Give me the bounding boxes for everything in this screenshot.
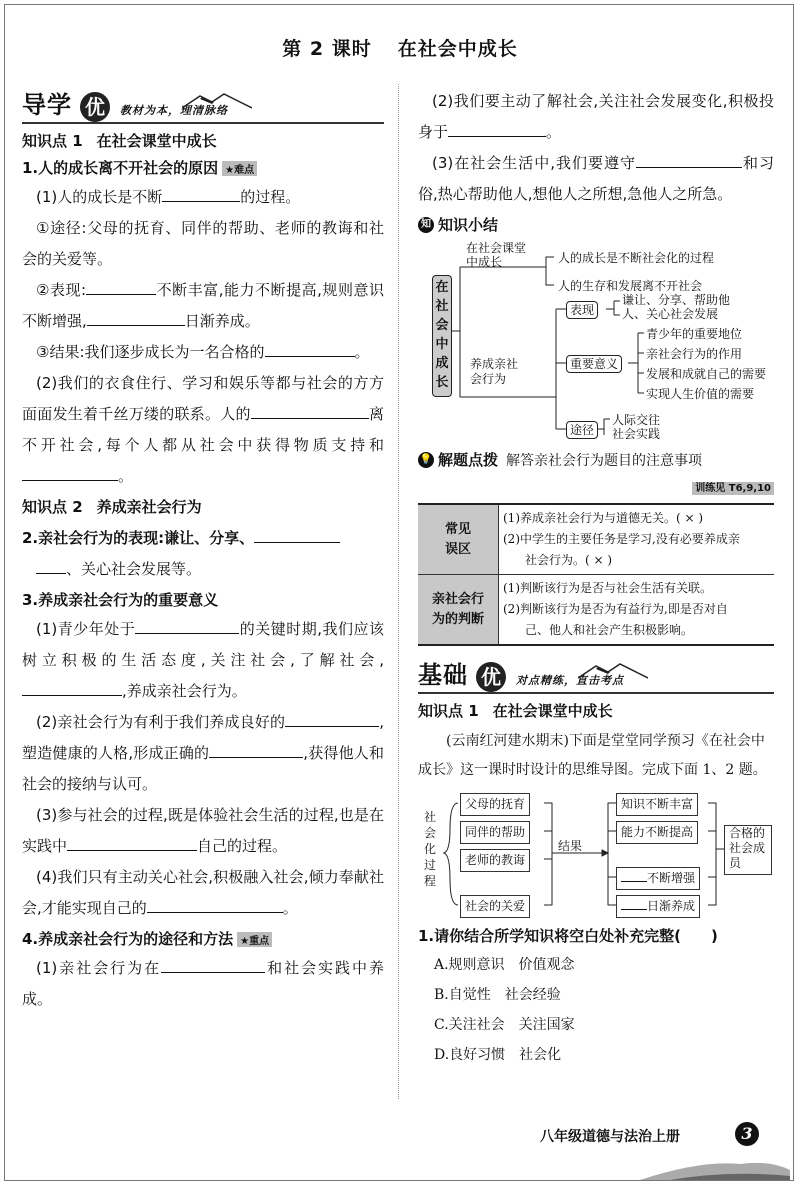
q1-para-5: (2)我们的衣食住行、学习和娱乐等都与社会的方方面面发生着千丝万缕的联系。人的 离不开社会,每个人都从社会中获得物质支持和。	[22, 374, 384, 485]
blank[interactable]	[237, 743, 303, 758]
mindmap-root: 在社会中成长	[432, 275, 452, 397]
q1-para-1: (1)人的成长是不断 的过程。	[36, 188, 301, 206]
leaf: 谦让、分享、帮助他人、关心社会发展	[622, 293, 731, 321]
table-row: 亲社会行为的判断 (1)判断该行为是否与社会生活有关联。 (2)判断该行为是否为有益行为,即是否对自 己、他人和社会产生积极影响。	[418, 575, 774, 646]
blank[interactable]	[87, 311, 185, 326]
basic-banner	[418, 656, 774, 694]
question-1-title: 1.人的成长离不开社会的原因 ★难点	[22, 157, 384, 178]
blank[interactable]	[135, 619, 239, 634]
blank[interactable]	[162, 187, 240, 202]
option-a[interactable]: A.规则意识 价值观念	[434, 957, 575, 973]
hills-decoration-icon	[640, 1140, 790, 1180]
leaf: 社会实践	[612, 427, 661, 441]
question-stem: 1.请你结合所学知识将空白处补充完整( )	[418, 927, 718, 945]
qmap-box: 老师的教诲	[460, 849, 530, 872]
q4-para-1: (1)亲社会行为在 和社会实践中养成。	[22, 959, 384, 1008]
roof-decoration-icon	[578, 662, 648, 680]
page-title	[0, 34, 800, 61]
qmap-box: 父母的抚育	[460, 793, 530, 816]
option-b[interactable]: B.自觉性 社会经验	[434, 987, 561, 1003]
blank[interactable]	[36, 559, 66, 574]
blank[interactable]	[307, 342, 355, 357]
leaf: 青少年的重要地位	[646, 327, 743, 341]
lesson-number: 第 2 课时	[282, 38, 372, 60]
qmap-box: 不断增强	[616, 867, 700, 890]
blank[interactable]	[67, 836, 197, 851]
q3-para-4: (4)我们只有主动关心社会,积极融入社会,倾力奉献社会,才能实现自己的 。	[22, 868, 384, 917]
blank[interactable]	[265, 342, 307, 357]
leaf: 实现人生价值的需要	[646, 387, 755, 401]
tips-table	[418, 503, 774, 646]
qmap-end-box: 合格的社会成员	[724, 825, 772, 875]
qmap-side-label: 社会化过程	[424, 810, 437, 888]
lesson-title: 在社会中成长	[397, 38, 518, 60]
qmap-box: 能力不断提高	[616, 821, 698, 844]
qmap-box: 同伴的帮助	[460, 821, 530, 844]
question-4-title: 4.养成亲社会行为的途径和方法 ★重点	[22, 928, 384, 949]
q1-para-3: ②表现: 不断丰富,能力不断提高,规则意识不断增强, 日渐养成。	[22, 281, 384, 330]
q1-para-2: ①途径:父母的抚育、同伴的帮助、老师的教诲和社会的关爱等。	[22, 219, 384, 268]
summary-mindmap	[418, 239, 774, 441]
qmap-box: 日渐养成	[616, 895, 700, 918]
banner-slogan: 教材为本，理清脉络	[120, 104, 228, 117]
leaf: 亲社会行为的作用	[646, 347, 743, 361]
option-d[interactable]: D.良好习惯 社会化	[434, 1047, 562, 1063]
qmap-result-label: 结果	[558, 839, 583, 853]
leaf: 人的成长是不断社会化的过程	[558, 251, 715, 265]
question-3-title: 3.养成亲社会行为的重要意义	[22, 591, 219, 609]
key-point-tag: ★重点	[237, 932, 272, 947]
blank[interactable]	[636, 153, 742, 168]
question-intro: (云南红河建水期末)下面是堂堂同学预习《在社会中成长》这一课时时设计的思维导图。完成下面 1、2 题。	[418, 733, 767, 778]
banner-label: 基础	[418, 660, 468, 689]
banner-badge: 优	[476, 662, 506, 692]
blank[interactable]	[254, 528, 340, 543]
blank[interactable]	[448, 122, 546, 137]
tips-heading: 💡 解题点拨 解答亲社会行为题目的注意事项	[419, 451, 703, 469]
q3-para-3: (3)参与社会的过程,既是体验社会生活的过程,也是在实践中 自己的过程。	[22, 806, 384, 855]
question-2: 2.亲社会行为的表现:谦让、分享、、关心社会发展等。	[22, 523, 384, 585]
qmap-box: 知识不断丰富	[616, 793, 698, 816]
blank[interactable]	[22, 681, 122, 696]
knowledge-point-2: 知识点 2 养成亲社会行为	[22, 498, 202, 516]
blank[interactable]	[621, 869, 647, 882]
q1-para-4: ③结果:我们逐步成长为一名合格的 。	[36, 343, 370, 361]
blank[interactable]	[209, 743, 237, 758]
summary-icon: 知	[418, 217, 434, 233]
q3-para-1: (1)青少年处于 的关键时期,我们应该树立积极的生活态度,关注社会,了解社会,,养成亲社会行为。	[22, 620, 384, 700]
column-divider	[398, 84, 399, 1099]
guide-banner	[22, 86, 384, 124]
blank[interactable]	[313, 712, 379, 727]
roof-decoration-icon	[182, 92, 252, 110]
option-c[interactable]: C.关注社会 关注国家	[434, 1017, 575, 1033]
banner-label: 导学	[22, 90, 72, 119]
difficulty-tag: ★难点	[222, 161, 257, 176]
branch-1: 在社会课堂中成长	[466, 241, 527, 269]
blank[interactable]	[22, 466, 118, 481]
blank[interactable]	[235, 898, 283, 913]
blank[interactable]	[147, 898, 235, 913]
blank[interactable]	[251, 404, 369, 419]
row-header: 常见误区	[418, 504, 499, 575]
q4-para-2: (2)我们要主动了解社会,关注社会发展变化,积极投身于 。	[418, 92, 774, 141]
table-row: 常见误区 (1)养成亲社会行为与道德无关。( × ) (2)中学生的主要任务是学习,没有必要养成亲 社会行为。( × )	[418, 504, 774, 575]
leaf: 人际交往	[612, 413, 661, 427]
left-column	[22, 86, 384, 1015]
book-title: 八年级道德与法治上册	[540, 1129, 680, 1145]
knowledge-point-1-basic: 知识点 1 在社会课堂中成长	[418, 702, 613, 720]
blank[interactable]	[161, 958, 265, 973]
q4-para-3: (3)在社会生活中,我们要遵守 和习俗,热心帮助他人,想他人之所想,急他人之所急。	[418, 154, 774, 203]
blank[interactable]	[285, 712, 313, 727]
lightbulb-icon: 💡	[418, 452, 434, 468]
summary-heading: 知 知识小结	[418, 214, 774, 235]
branch-2: 养成亲社会行为	[470, 357, 519, 386]
leaf: 人的生存和发展离不开社会	[558, 279, 703, 293]
node-expression: 表现	[566, 301, 598, 319]
banner-badge: 优	[80, 92, 110, 122]
answer-options	[418, 950, 774, 1070]
banner-slogan: 对点精练，直击考点	[516, 674, 624, 687]
node-ways: 途径	[566, 421, 598, 439]
row-header: 亲社会行为的判断	[418, 575, 499, 646]
page-number: 3	[735, 1122, 759, 1146]
node-significance: 重要意义	[566, 355, 622, 373]
question-mindmap	[418, 789, 774, 919]
knowledge-point-1: 知识点 1 在社会课堂中成长	[22, 132, 217, 150]
leaf: 发展和成就自己的需要	[646, 367, 767, 381]
blank[interactable]	[621, 897, 647, 910]
q3-para-2: (2)亲社会行为有利于我们养成良好的 ,塑造健康的人格,形成正确的 ,获得他人和社会的接纳与认可。	[22, 713, 384, 793]
training-ref: 训练见 T6,9,10	[418, 476, 774, 495]
blank[interactable]	[86, 280, 156, 295]
right-column	[418, 86, 774, 1070]
qmap-box: 社会的关爱	[460, 895, 530, 918]
